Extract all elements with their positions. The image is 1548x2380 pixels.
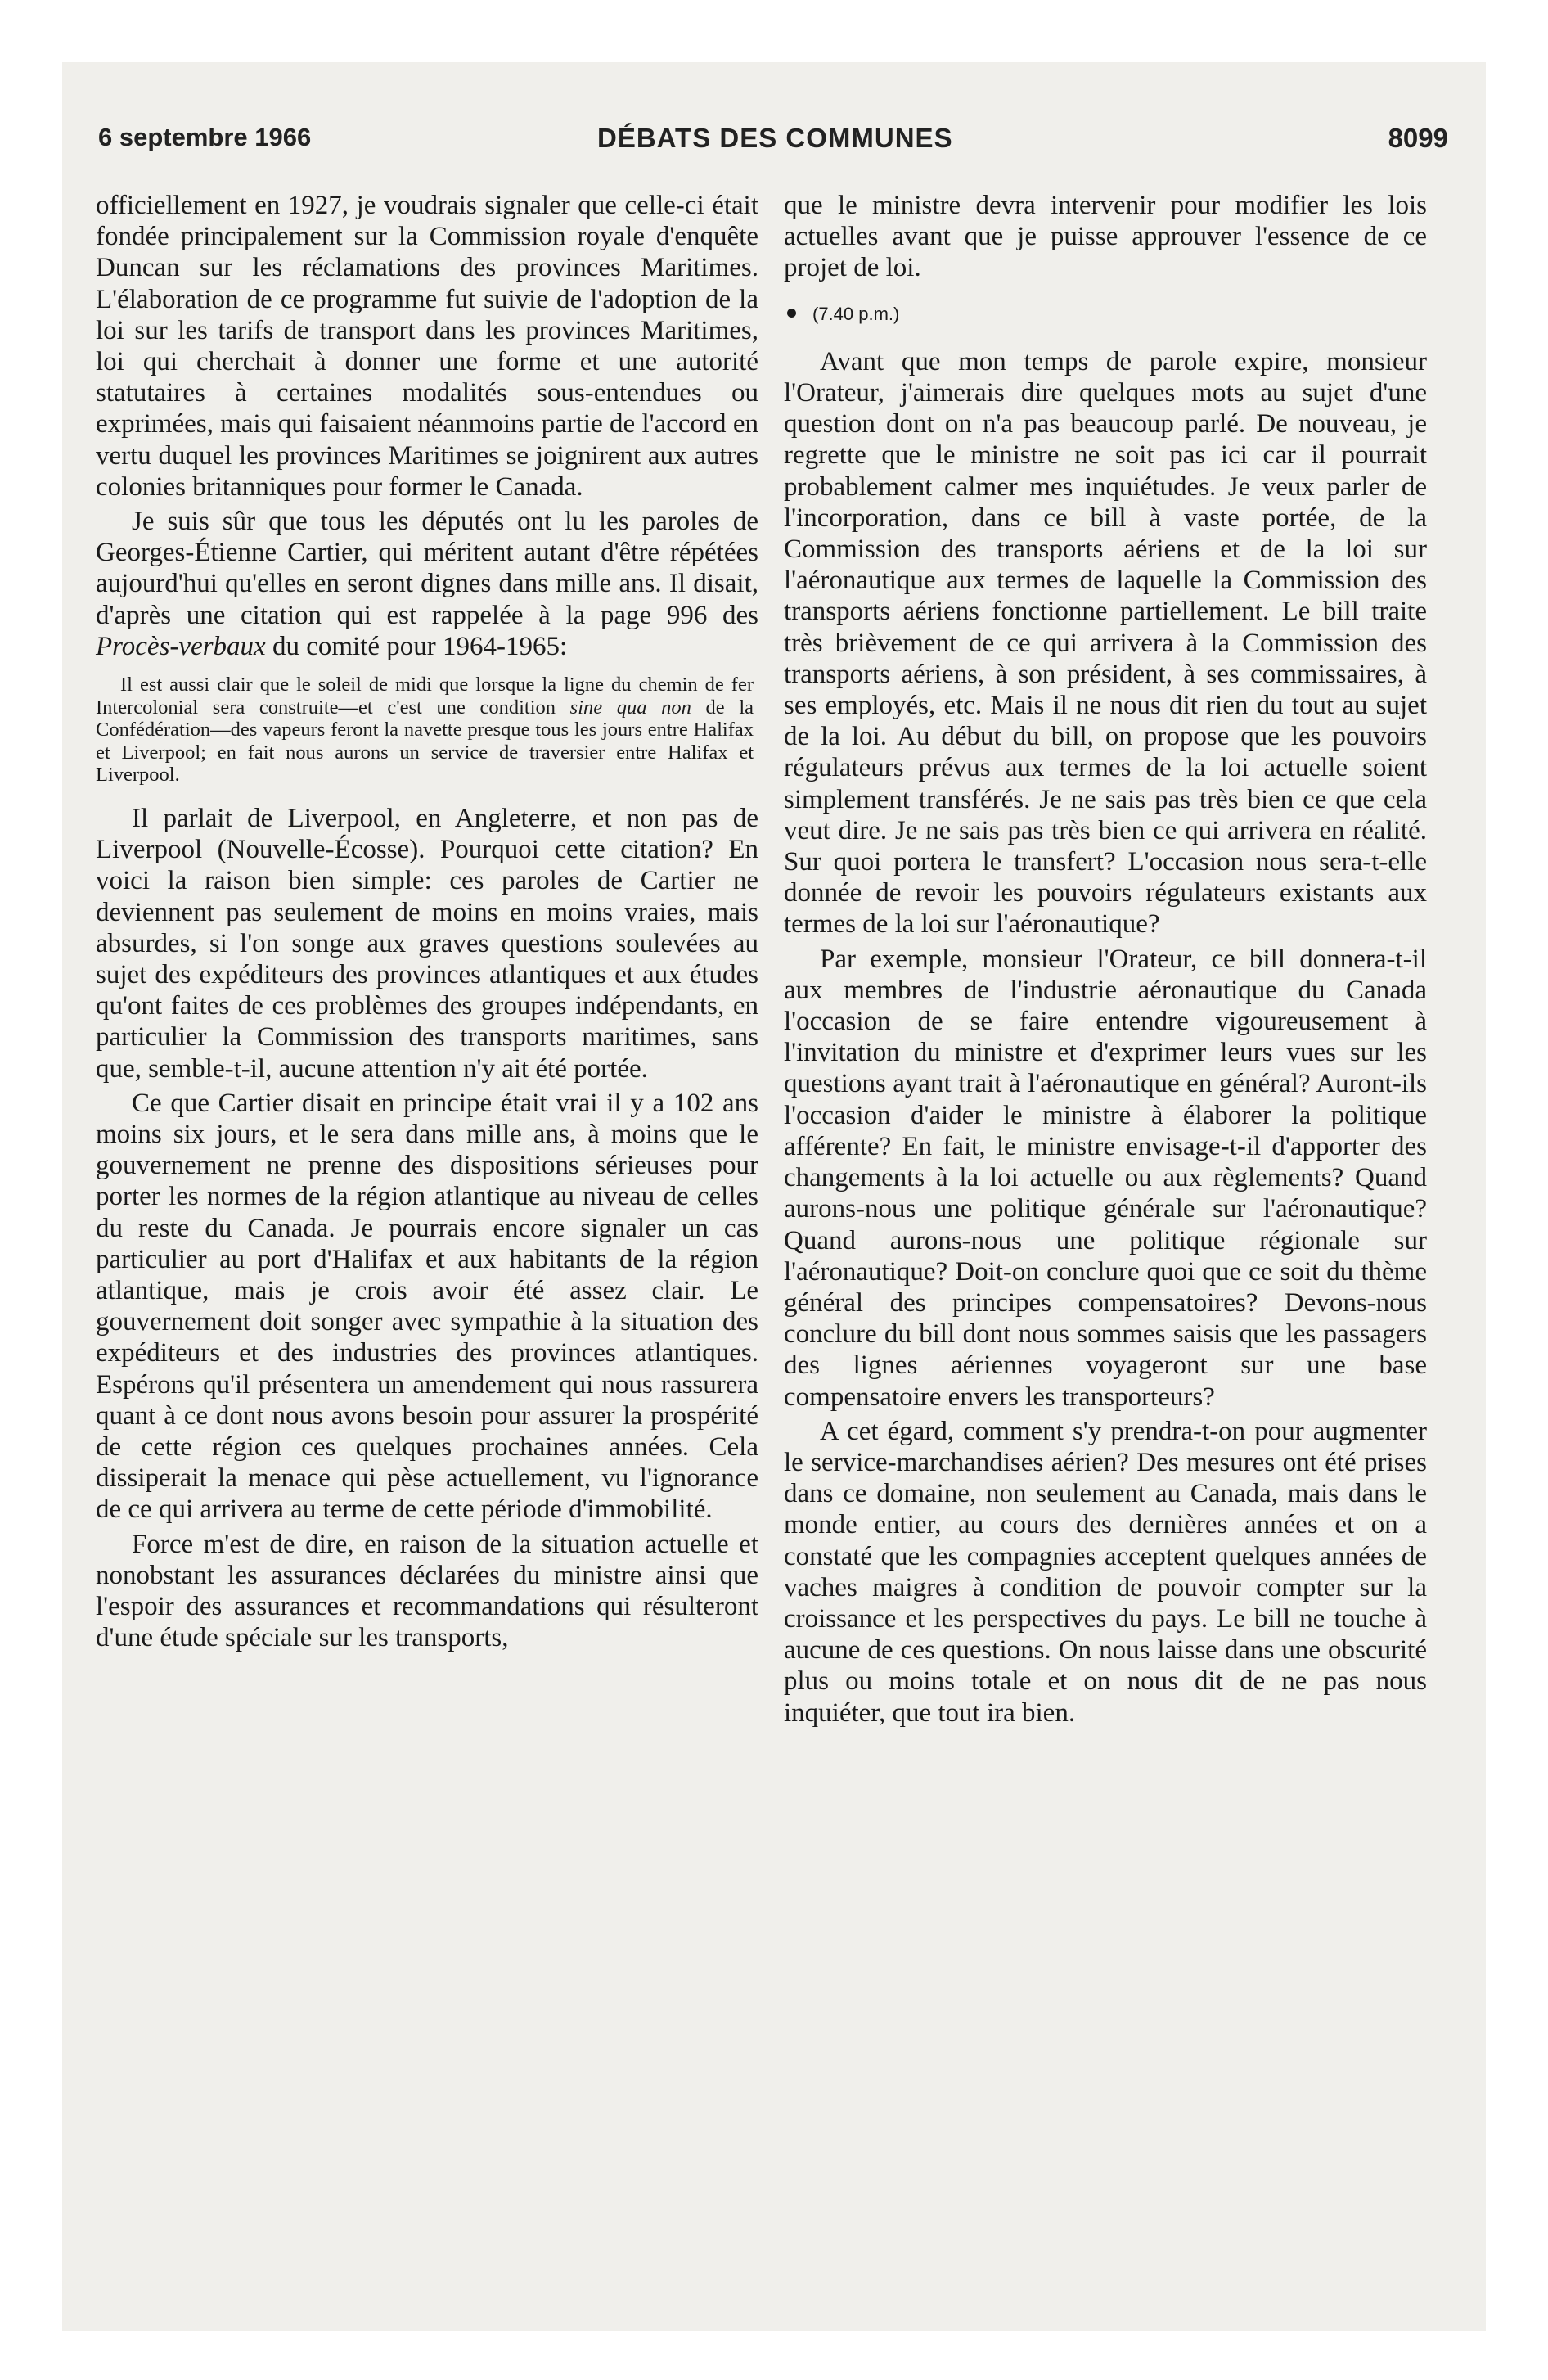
paragraph <box>96 506 758 662</box>
quote-text: de la Confédération—des vapeurs feront la navette presque tous les jours entre Halifax et Liverpool; en fait nous aurons un service de traversier entre Halifax et Liverpool. <box>96 696 754 787</box>
paragraph: Il parlait de Liverpool, en Angleterre, et non pas de Liverpool (Nouvelle-Écosse). Pourquoi cette citation? En voici la raison bien simple: ces paroles de Cartier ne deviennent pas seulement de moins en moins vraies, mais absurdes, si l'on songe aux graves questions soulevées au sujet des expéditeurs des provinces atlantiques et aux études qu'ont faites de ces problèmes des groupes indépendants, en particulier la Commission des transports maritimes, sans que, semble-t-il, aucune attention n'y ait été portée. <box>96 804 758 1084</box>
paragraph-text: Je suis sûr que tous les députés ont lu les paroles de Georges-Étienne Cartier, qui méritent autant d'être répétées aujourd'hui qu'elles en seront dignes dans mille ans. Il disait, d'après une citation qui est rappelée à la page 996 des <box>96 507 758 630</box>
header-date: 6 septembre 1966 <box>98 123 312 151</box>
paragraph-text: du comité pour 1964-1965: <box>265 631 568 661</box>
block-quote <box>96 674 754 787</box>
right-column <box>784 190 1427 1729</box>
bullet-icon <box>787 309 796 318</box>
paragraph: Par exemple, monsieur l'Orateur, ce bill donnera-t-il aux membres de l'industrie aéronautique du Canada l'occasion de se faire entendre vigoureusement à l'invitation du ministre et d'exprimer leurs vues sur les questions ayant trait à l'aéronautique en général? Auront-ils l'occasion d'aider le ministre à élaborer la politique afférente? En fait, le ministre envisage-t-il d'apporter des changements à la loi actuelle ou aux règlements? Quand aurons-nous une politique générale sur l'aéronautique? Quand aurons-nous une politique régionale sur l'aéronautique? Doit-on conclure quoi que ce soit du thème général des principes compensatoires? Devons-nous conclure du bill dont nous sommes saisis que les passagers des lignes aériennes voyageront sur une base compensatoire envers les transporteurs? <box>784 944 1427 1412</box>
page-header <box>98 123 1448 169</box>
italic-reference: Procès-verbaux <box>96 631 266 661</box>
paragraph: Force m'est de dire, en raison de la situation actuelle et nonobstant les assurances déclarées du ministre ainsi que l'espoir des assurances et recommandations qui résulteront d'une étude spéciale sur les transports, <box>96 1529 758 1653</box>
paragraph: Ce que Cartier disait en principe était vrai il y a 102 ans moins six jours, et le sera dans mille ans, à moins que le gouvernement ne prenne des dispositions sérieuses pour porter les normes de la région atlantique au niveau de celles du reste du Canada. Je pourrais encore signaler un cas particulier au port d'Halifax et aux habitants de la région atlantique, mais je crois avoir été assez clair. Le gouvernement doit songer avec sympathie à la situation des expéditeurs et des industries des provinces atlantiques. Espérons qu'il présentera un amendement qui nous rassurera quant à ce dont nous avons besoin pour assurer la prospérité de cette région ces quelques prochaines années. Cela dissiperait la menace qui pèse actuellement, vu l'ignorance de ce qui arrivera au terme de cette période d'immobilité. <box>96 1088 758 1525</box>
italic-phrase: sine qua non <box>569 696 691 719</box>
paragraph: A cet égard, comment s'y prendra-t-on pour augmenter le service-marchandises aérien? Des mesures ont été prises dans ce domaine, non seulement au Canada, mais dans le monde entier, au cours des dernières années et on a constaté que les compagnies acceptent quelques années de vaches maigres à condition de pouvoir compter sur la croissance et les perspectives du pays. Le bill ne touche à aucune de ces questions. On nous laisse dans une obscurité plus ou moins totale et on nous dit de ne pas nous inquiéter, que tout ira bien. <box>784 1416 1427 1728</box>
paragraph: que le ministre devra intervenir pour modifier les lois actuelles avant que je puisse approuver l'essence de ce projet de loi. <box>784 191 1427 283</box>
time-marker <box>784 299 1427 330</box>
page-number: 8099 <box>1388 123 1448 153</box>
header-title: DÉBATS DES COMMUNES <box>597 123 953 153</box>
paragraph: officiellement en 1927, je voudrais signaler que celle-ci était fondée principalement sur la Commission royale d'enquête Duncan sur les réclamations des provinces Maritimes. L'élaboration de ce programme fut suivie de l'adoption de la loi sur les tarifs de transport dans les provinces Maritimes, loi qui cherchait à donner une forme et une autorité statutaires à certaines modalités sous-entendues ou exprimées, mais qui faisaient néanmoins partie de l'accord en vertu duquel les provinces Maritimes se joignirent aux autres colonies britanniques pour former le Canada. <box>96 191 758 502</box>
paragraph: Avant que mon temps de parole expire, monsieur l'Orateur, j'aimerais dire quelques mots au sujet d'une question dont on n'a pas beaucoup parlé. De nouveau, je regrette que le ministre ne soit pas ici car il pourrait probablement calmer mes inquiétudes. Je veux parler de l'incorporation, dans ce bill à vaste portée, de la Commission des transports aériens et de la loi sur l'aéronautique aux termes de laquelle la Commission des transports aériens fonctionne partiellement. Le bill traite très brièvement de ce qui arrivera à la Commission des transports aériens, à son président, à ses commissaires, à ses employés, etc. Mais il ne nous dit rien du tout au sujet de la loi. Au début du bill, on propose que les pouvoirs régulateurs prévus aux termes de la loi actuelle soient simplement transférés. Je ne sais pas très bien ce que cela veut dire. Je ne sais pas très bien ce qui arrivera en réalité. Sur quoi portera le transfert? L'occasion nous sera-t-elle donnée de revoir les pouvoirs régulateurs existants aux termes de la loi sur l'aéronautique? <box>784 346 1427 940</box>
left-column <box>96 190 758 1654</box>
quote-text: Il est aussi clair que le soleil de midi que lorsque la ligne du chemin de fer Intercolonial sera construite—et c'est une condition <box>96 674 754 719</box>
time-text: (7.40 p.m.) <box>812 303 900 324</box>
